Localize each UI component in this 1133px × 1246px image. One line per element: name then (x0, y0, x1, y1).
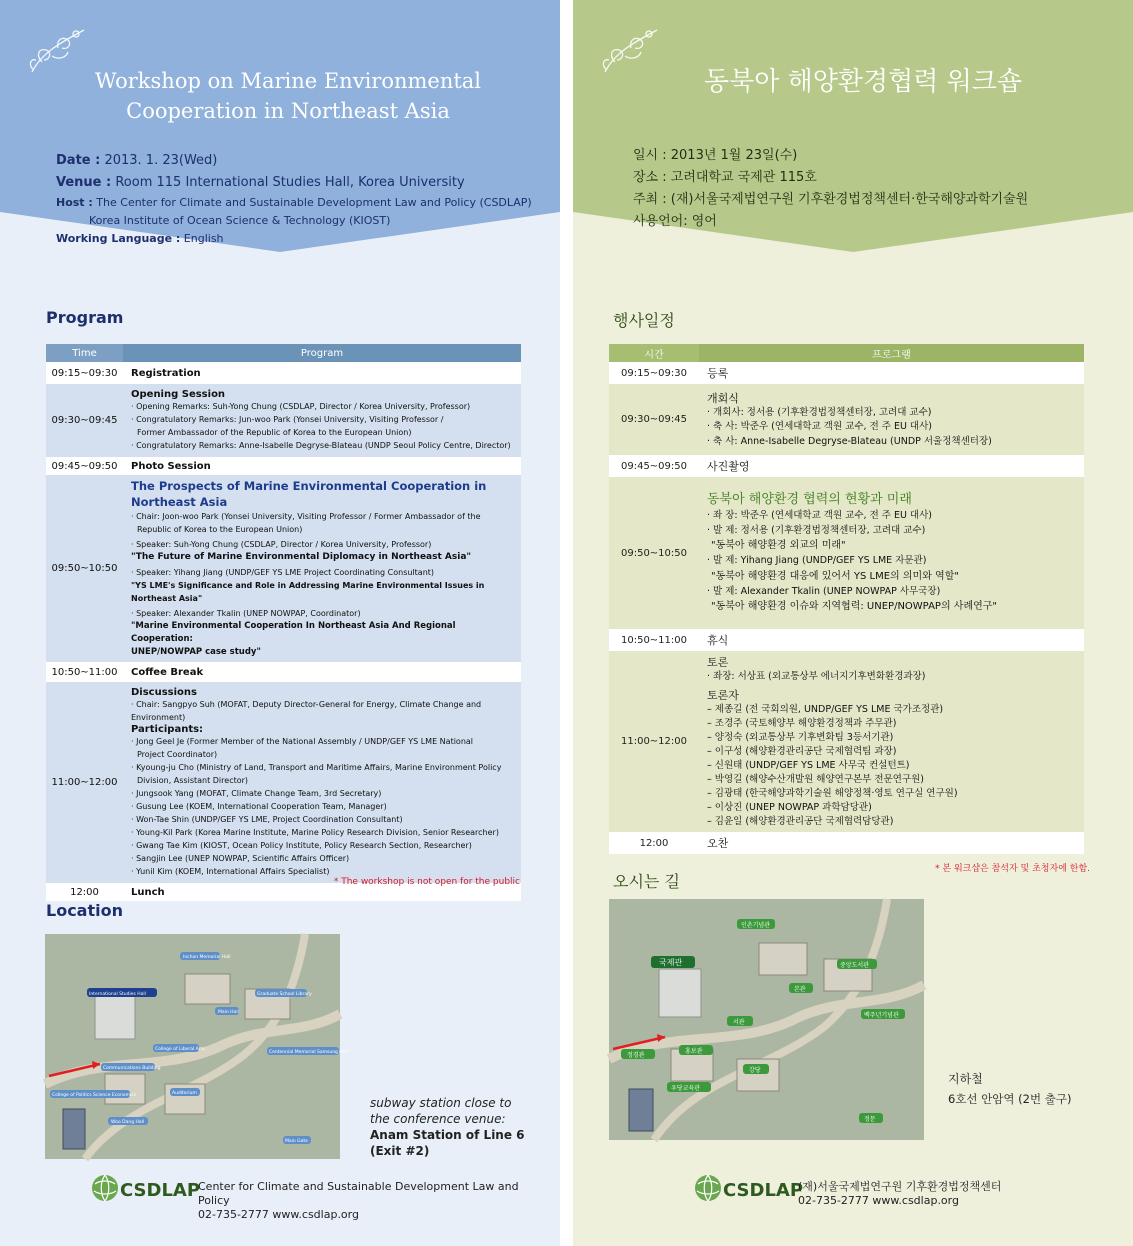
map-label: 중앙도서관 (840, 962, 869, 969)
list-item: · 좌 장: 박준우 (연세대학교 객원 교수, 전 주 EU 대사) (707, 510, 932, 521)
table-row (609, 362, 1084, 384)
subway-caption (370, 1095, 525, 1159)
list-item: · Opening Remarks: Suh-Yong Chung (CSDLAP, Director / Korea University, Professor) (131, 402, 471, 411)
table-row (609, 651, 1084, 832)
col-time: Time (46, 344, 123, 362)
program-cell (123, 475, 521, 662)
map-label: 정경관 (627, 1052, 645, 1059)
list-item: – 제종길 (전 국회의원, UNDP/GEF YS LME 국가조정관) (707, 703, 944, 715)
time-cell: 09:30~09:45 (609, 384, 699, 455)
language-label: Working Language : (56, 232, 181, 245)
map-label: 우당교육관 (671, 1085, 700, 1092)
list-item: Former Ambassador of the Republic of Korea to the European Union) (137, 428, 412, 437)
host-value-1: The Center for Climate and Sustainable Development Law and Policy (CSDLAP) (92, 196, 532, 209)
footer-line-2: 02-735-2777 www.csdlap.org (198, 1208, 359, 1221)
campus-map[interactable] (609, 899, 924, 1140)
list-item: · Speaker: Alexander Tkalin (UNEP NOWPAP, Coordinator) (131, 609, 361, 618)
info-venue: 장소 : 고려대학교 국제관 115호 (633, 170, 817, 185)
map-label: Graduate School Library (257, 992, 312, 997)
session-title: Opening Session (131, 389, 226, 400)
participants-label: 토론자 (707, 688, 739, 702)
map-label: Main Gate (285, 1139, 308, 1144)
table-row (46, 682, 521, 883)
list-item: – 신원태 (UNDP/GEF YS LME 사무국 컨설턴트) (707, 759, 910, 771)
english-panel (0, 0, 560, 1246)
venue-label: Venue : (56, 175, 112, 190)
list-item: · 발 제: Alexander Tkalin (UNEP NOWPAP 사무국장) (707, 585, 941, 597)
program-cell (123, 682, 521, 883)
list-item: · Yunil Kim (KOEM, International Affairs Specialist) (131, 867, 330, 876)
list-item: – 이구성 (해양환경관리공단 국제협력팀 과장) (707, 745, 897, 757)
map-label: College of Liberal Arts (155, 1047, 205, 1052)
list-item: – 김윤일 (해양환경관리공단 국제협력담당관) (707, 815, 894, 827)
map-label: Centennial Memorial Samsung Hall (269, 1050, 348, 1055)
program-heading: 행사일정 (613, 311, 675, 330)
list-item: – 김광태 (한국해양과학기술원 해양정책·영토 연구실 연구원) (707, 787, 958, 799)
time-cell: 11:00~12:00 (46, 682, 123, 883)
program-cell: Photo Session (123, 457, 521, 475)
program-cell: Lunch (123, 883, 521, 901)
map-label: Main Hall (218, 1010, 239, 1015)
map-label: Inchon Memorial Hall (183, 955, 231, 960)
list-item: · Chair: Joon-woo Park (Yonsei University, Visiting Professor / Former Ambassador of the (131, 512, 481, 521)
workshop-title (58, 66, 518, 126)
list-item: · 개회사: 정서용 (기후환경법정책센터장, 고려대 교수) (707, 406, 932, 418)
table-row (609, 455, 1084, 477)
event-info (56, 150, 536, 248)
map-label: 홍보관 (685, 1048, 703, 1055)
list-item: · Kyoung-ju Cho (Ministry of Land, Transport and Maritime Affairs, Marine Environment Policy (131, 763, 502, 772)
time-cell: 12:00 (46, 883, 123, 901)
list-item: · Chair: Sangpyo Suh (MOFAT, Deputy Director-General for Energy, Climate Change and Environment) (131, 700, 482, 722)
session-title: The Prospects of Marine Environmental Cooperation in Northeast Asia (131, 479, 487, 509)
program-cell: Coffee Break (123, 662, 521, 682)
globe-logo-icon (693, 1170, 723, 1206)
table-row (46, 457, 521, 475)
time-cell: 10:50~11:00 (609, 629, 699, 651)
subway-label: 지하철 (948, 1072, 983, 1086)
program-cell (699, 384, 1084, 455)
talk-title: "YS LME's Significance and Role in Addressing Marine Environmental Issues in Northeast Asia" (131, 581, 485, 603)
session-title: 동북아 해양환경 협력의 현황과 미래 (707, 492, 912, 507)
location-heading: Location (46, 901, 123, 920)
csdlap-logo: CSDLAP (723, 1180, 804, 1201)
session-title: 개회식 (707, 391, 739, 405)
map-label: 국제관 (659, 958, 683, 967)
language-value: English (180, 232, 224, 245)
program-cell (123, 384, 521, 457)
map-label: Woo Dang Hall (111, 1120, 145, 1125)
table-row (609, 832, 1084, 854)
talk-title: UNEP/NOWPAP case study" (131, 647, 261, 657)
map-label: 인촌기념관 (741, 922, 770, 929)
list-item: · Sangjin Lee (UNEP NOWPAP, Scientific Affairs Officer) (131, 854, 350, 863)
time-cell: 09:50~10:50 (46, 475, 123, 662)
caption-line-1: subway station close to (370, 1096, 512, 1110)
list-item: · Jong Geel Je (Former Member of the National Assembly / UNDP/GEF YS LME National (131, 737, 474, 746)
list-item: · Gwang Tae Kim (KIOST, Ocean Policy Institute, Policy Research Section, Researcher) (131, 841, 472, 850)
time-cell: 09:15~09:30 (609, 362, 699, 384)
footer-org (198, 1180, 538, 1222)
list-item: · Speaker: Yihang Jiang (UNDP/GEF YS LME Project Coordinating Consultant) (131, 568, 435, 577)
time-cell: 09:45~09:50 (609, 455, 699, 477)
map-label: 본관 (794, 986, 806, 993)
list-item: · Gusung Lee (KOEM, International Cooperation Team, Manager) (131, 802, 387, 811)
map-label: Communications Building (103, 1066, 161, 1071)
program-cell (699, 651, 1084, 832)
table-row (46, 662, 521, 682)
map-label: 강당 (749, 1067, 761, 1074)
talk-title: "동북아 해양환경 외교의 미래" (711, 540, 846, 551)
session-title: 토론 (707, 656, 729, 670)
event-info (633, 145, 1113, 233)
col-time: 시간 (609, 344, 699, 362)
program-cell: 오찬 (699, 832, 1084, 854)
workshop-title: 동북아 해양환경협력 워크숍 (704, 67, 1022, 97)
time-cell: 11:00~12:00 (609, 651, 699, 832)
program-cell: Registration (123, 362, 521, 384)
time-cell: 09:45~09:50 (46, 457, 123, 475)
csdlap-logo: CSDLAP (120, 1180, 201, 1201)
col-program: 프로그램 (699, 344, 1084, 362)
list-item: – 양정숙 (외교통상부 기후변화팀 3등서기관) (707, 731, 894, 743)
subway-caption (948, 1069, 1071, 1109)
date-value: 2013. 1. 23(Wed) (100, 153, 218, 168)
table-row (46, 384, 521, 457)
host-value-2: Korea Institute of Ocean Science & Technology (KIOST) (89, 214, 391, 227)
info-date: 일시 : 2013년 1월 23일(수) (633, 148, 798, 163)
subway-value: 6호선 안암역 (2번 출구) (948, 1092, 1072, 1106)
korean-panel (573, 0, 1133, 1246)
table-header (609, 344, 1084, 362)
list-item: – 이상진 (UNEP NOWPAP 과학담당관) (707, 801, 872, 813)
time-cell: 12:00 (609, 832, 699, 854)
english-header (0, 0, 560, 255)
talk-title: "동북아 해양환경 이슈와 지역협력: UNEP/NOWPAP의 사례연구" (711, 601, 998, 612)
caption-line-4: (Exit #2) (370, 1144, 430, 1158)
table-row (46, 475, 521, 662)
globe-logo-icon (90, 1170, 120, 1206)
program-table (609, 344, 1084, 854)
list-item: · Congratulatory Remarks: Anne-Isabelle Degryse-Blateau (UNDP Seoul Policy Centre, Director) (131, 441, 511, 450)
venue-value: Room 115 International Studies Hall, Korea University (111, 175, 465, 190)
table-row (46, 362, 521, 384)
talk-title: "동북아 해양환경 대응에 있어서 YS LME의 의미와 역할" (711, 570, 959, 582)
program-cell: 휴식 (699, 629, 1084, 651)
date-label: Date : (56, 153, 101, 168)
table-row (609, 629, 1084, 651)
time-cell: 09:30~09:45 (46, 384, 123, 457)
list-item: · Congratulatory Remarks: Jun-woo Park (Yonsei University, Visiting Professor / (131, 415, 444, 424)
panel-gap (560, 0, 573, 1246)
map-label: 서관 (733, 1019, 745, 1026)
time-cell: 10:50~11:00 (46, 662, 123, 682)
title-line-1: Workshop on Marine Environmental (94, 69, 482, 93)
public-note: * The workshop is not open for the public (333, 877, 520, 887)
list-item: – 박영길 (해양수산개발원 해양연구본부 전문연구원) (707, 773, 924, 785)
list-item: · 좌장: 서상표 (외교통상부 에너지기후변화환경과장) (707, 671, 926, 683)
location-heading: 오시는 길 (613, 872, 680, 891)
list-item: Republic of Korea to the European Union) (137, 525, 303, 534)
time-cell: 09:15~09:30 (46, 362, 123, 384)
list-item: · Jungsook Yang (MOFAT, Climate Change Team, 3rd Secretary) (131, 789, 382, 798)
map-label: 정문 (864, 1116, 876, 1123)
table-header (46, 344, 521, 362)
caption-line-3: Anam Station of Line 6 (370, 1128, 525, 1142)
map-label: International Studies Hall (89, 992, 146, 997)
list-item: · Speaker: Suh-Yong Chung (CSDLAP, Director / Korea University, Professor) (131, 540, 432, 549)
attendance-note: * 본 워크샵은 참석자 및 초청자에 한함. (935, 864, 1090, 874)
caption-line-2: the conference venue: (370, 1112, 506, 1126)
list-item: · 발 제: 정서용 (기후환경법정책센터장, 고려대 교수) (707, 524, 926, 536)
footer-line-1: Center for Climate and Sustainable Development Law and Policy (198, 1180, 519, 1207)
list-item: · Won-Tae Shin (UNDP/GEF YS LME, Project Coordination Consultant) (131, 815, 403, 824)
campus-map[interactable] (45, 934, 348, 1159)
map-label: 백주년기념관 (864, 1012, 899, 1019)
program-cell: 사진촬영 (699, 455, 1084, 477)
map-label: Auditorium (172, 1091, 197, 1096)
program-cell: 등록 (699, 362, 1084, 384)
talk-title: "The Future of Marine Environmental Diplomacy in Northeast Asia" (131, 552, 472, 562)
list-item: · 축 사: 박준우 (연세대학교 객원 교수, 전 주 EU 대사) (707, 421, 932, 433)
map-illustration (45, 934, 348, 1159)
map-illustration (609, 899, 924, 1140)
table-row (609, 384, 1084, 455)
time-cell: 09:50~10:50 (609, 477, 699, 629)
map-label: College of Politics Science Economics (52, 1093, 137, 1098)
host-label: Host : (56, 196, 93, 209)
program-table (46, 344, 521, 901)
info-host: 주최 : (재)서울국제법연구원 기후환경법정책센터·한국해양과학기술원 (633, 192, 1029, 207)
list-item: · Young-Kil Park (Korea Marine Institute, Marine Policy Research Division, Senior Researcher) (131, 828, 499, 837)
footer-org (798, 1180, 1098, 1208)
list-item: · 축 사: Anne-Isabelle Degryse-Blateau (UNDP 서울정책센터장) (707, 435, 992, 447)
title-line-2: Cooperation in Northeast Asia (126, 99, 450, 123)
participants-label: Participants: (131, 724, 204, 735)
session-title: Discussions (131, 687, 198, 698)
korean-header (573, 0, 1133, 255)
program-cell (699, 477, 1084, 629)
program-heading: Program (46, 308, 124, 327)
col-program: Program (123, 344, 521, 362)
table-row (609, 477, 1084, 629)
talk-title: "Marine Environmental Cooperation In Northeast Asia And Regional Cooperation: (131, 621, 456, 644)
list-item: · 발 제: Yihang Jiang (UNDP/GEF YS LME 자문관) (707, 555, 927, 566)
info-language: 사용언어: 영어 (633, 214, 717, 229)
list-item: Project Coordinator) (137, 750, 218, 759)
footer-line-2: 02-735-2777 www.csdlap.org (798, 1194, 959, 1207)
list-item: – 조경주 (국토해양부 해양환경정책과 주무관) (707, 717, 897, 729)
list-item: Division, Assistant Director) (137, 776, 249, 785)
footer-line-1: (재)서울국제법연구원 기후환경법정책센터 (798, 1180, 1002, 1193)
